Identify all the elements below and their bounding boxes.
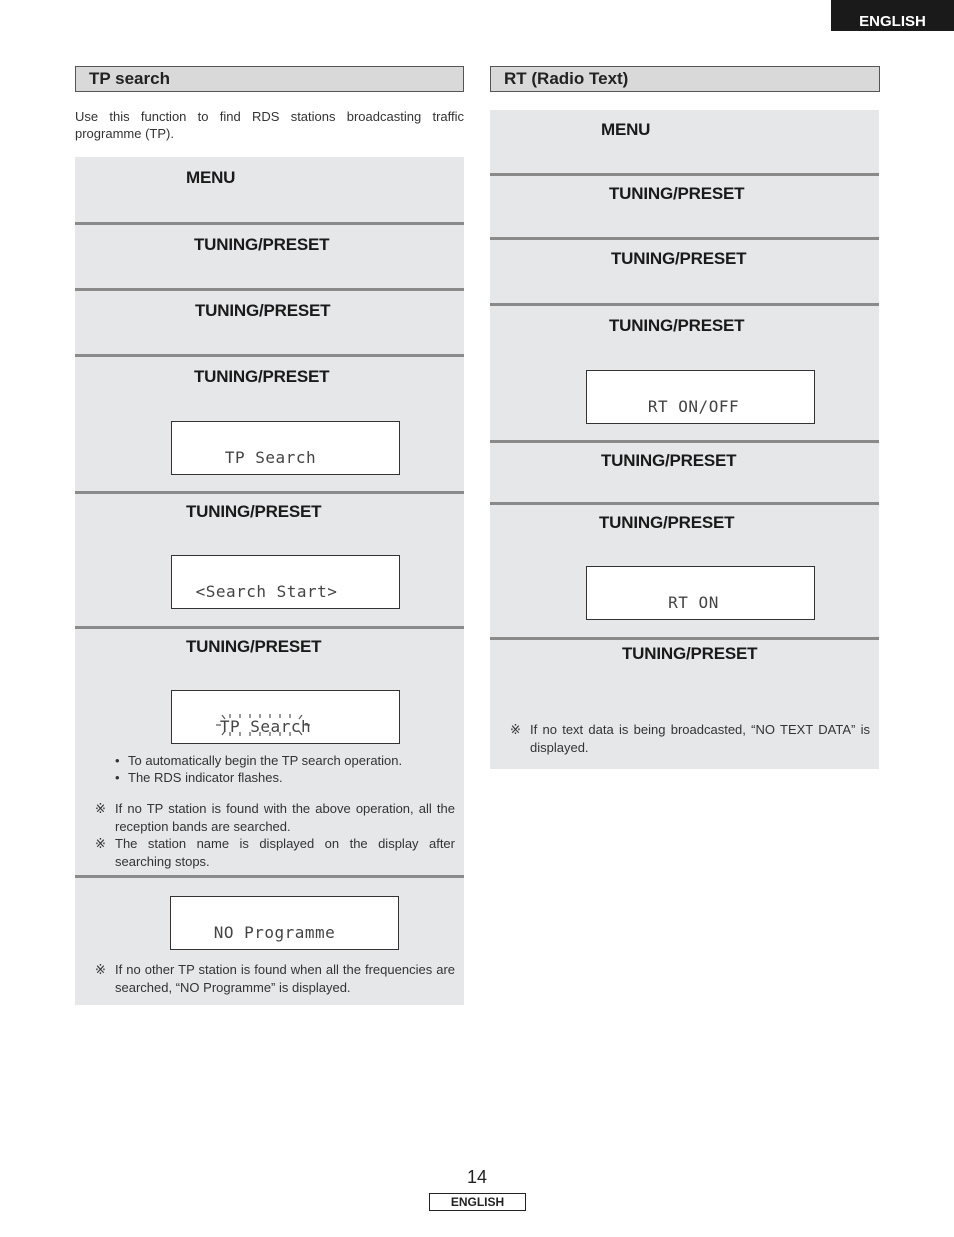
tp-step-2 — [75, 225, 464, 289]
tp-step-1 — [75, 157, 464, 223]
note-mark: ※ — [95, 836, 106, 851]
note-mark: ※ — [95, 801, 106, 816]
tp-bullet-list — [115, 752, 455, 786]
lcd-display — [586, 566, 815, 620]
bullet-item: • The RDS indicator flashes. — [115, 769, 455, 786]
tuning-preset-label: TUNING/PRESET — [609, 316, 745, 335]
display-text: RT ON — [668, 593, 719, 612]
note-mark: ※ — [510, 722, 521, 737]
display-text: RT ON/OFF — [647, 397, 740, 416]
tuning-preset-label: TUNING/PRESET — [186, 502, 322, 521]
lcd-display — [586, 370, 815, 424]
display-text: TP Search — [219, 717, 312, 736]
tp-result-block — [75, 878, 464, 1005]
tp-note-1 — [95, 800, 455, 835]
rt-note — [510, 721, 870, 756]
rt-title: RT (Radio Text) — [490, 66, 880, 92]
tp-note-2 — [95, 835, 455, 870]
tuning-preset-label: TUNING/PRESET — [599, 513, 735, 532]
tuning-preset-label: TUNING/PRESET — [194, 235, 330, 254]
tp-step-4 — [75, 357, 464, 492]
tuning-preset-label: TUNING/PRESET — [609, 184, 745, 203]
display-text: <Search Start> — [195, 582, 338, 601]
rt-step-3 — [490, 240, 879, 304]
rt-step-2 — [490, 176, 879, 238]
lcd-display — [170, 896, 399, 950]
bullet-item: • To automatically begin the TP search operation. — [115, 752, 455, 769]
tp-final-note — [95, 961, 455, 996]
lcd-display — [171, 421, 400, 475]
tuning-preset-label: TUNING/PRESET — [194, 367, 330, 386]
tuning-preset-label: TUNING/PRESET — [186, 637, 322, 656]
display-text: TP Search — [224, 448, 317, 467]
tuning-preset-label: TUNING/PRESET — [622, 644, 758, 663]
page-number: 14 — [466, 1167, 488, 1187]
display-text: NO Programme — [213, 923, 336, 942]
rt-step-4 — [490, 306, 879, 440]
tp-step-3 — [75, 291, 464, 355]
lcd-display-flashing — [171, 690, 400, 744]
tp-search-title: TP search — [75, 66, 464, 92]
note-text: If no other TP station is found when all the frequencies are searched, “NO Programme” is displayed. — [115, 962, 455, 995]
rt-step-5 — [490, 443, 879, 502]
tp-search-intro: Use this function to find RDS stations broadcasting traffic programme (TP). — [75, 109, 464, 141]
note-text: If no text data is being broadcasted, “NO TEXT DATA” is displayed. — [530, 722, 870, 755]
menu-button-label: MENU — [601, 120, 651, 139]
language-tab: ENGLISH — [831, 0, 954, 31]
tuning-preset-label: TUNING/PRESET — [195, 301, 331, 320]
footer-language-label: ENGLISH — [429, 1193, 526, 1211]
tuning-preset-label: TUNING/PRESET — [611, 249, 747, 268]
rt-step-7 — [490, 640, 879, 769]
note-text: The station name is displayed on the display after searching stops. — [115, 836, 455, 869]
menu-button-label: MENU — [186, 168, 236, 187]
note-mark: ※ — [95, 962, 106, 977]
note-text: If no TP station is found with the above operation, all the reception bands are searched. — [115, 801, 455, 834]
tp-step-5 — [75, 494, 464, 627]
tp-step-6 — [75, 629, 464, 876]
lcd-display — [171, 555, 400, 609]
tuning-preset-label: TUNING/PRESET — [601, 451, 737, 470]
rt-step-6 — [490, 505, 879, 637]
rt-step-1 — [490, 110, 879, 174]
